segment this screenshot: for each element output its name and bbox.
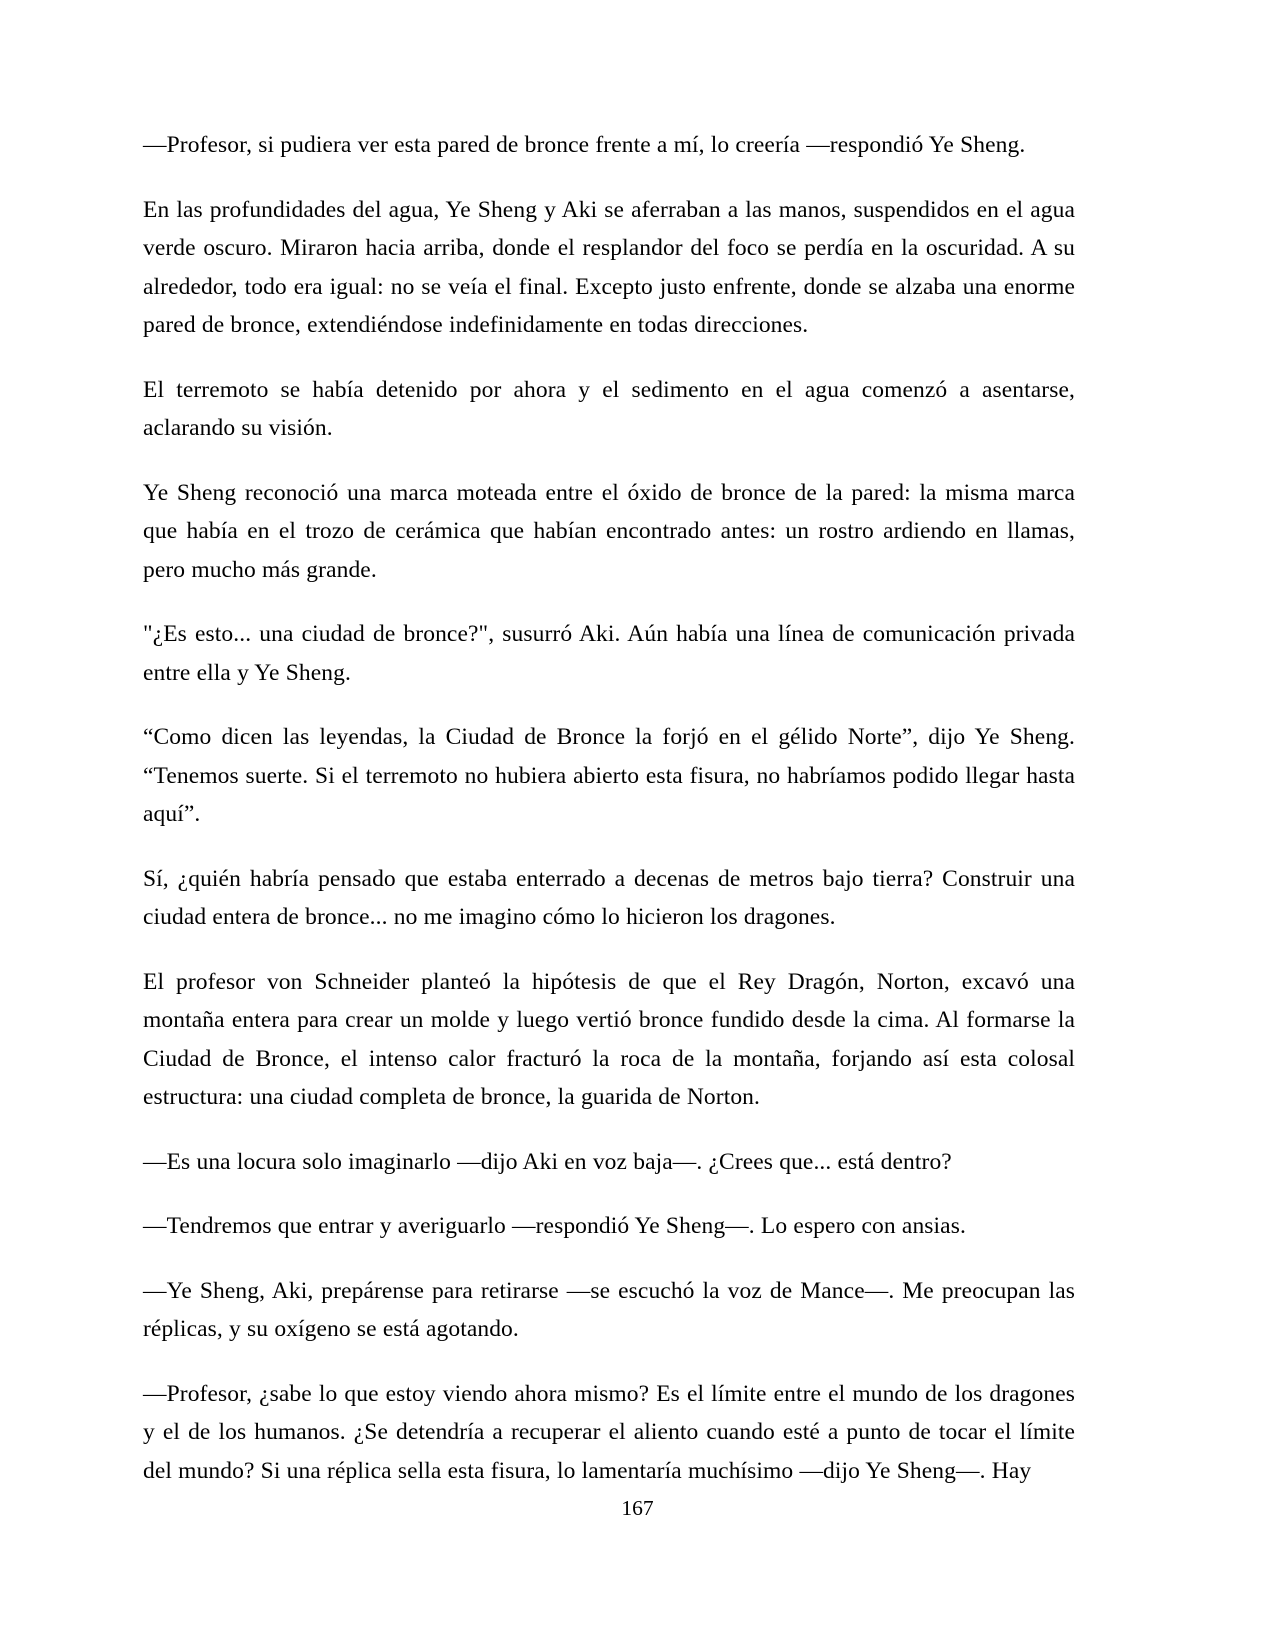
paragraph: El profesor von Schneider planteó la hipótesis de que el Rey Dragón, Norton, excavó una montaña entera para crear un molde y luego vertió bronce fundido desde la cima. Al formarse la Ciudad de Bronce, el intenso calor fracturó la roca de la montaña, forjando así esta colosal estructura: una ciudad completa de bronce, la guarida de Norton. (143, 968, 1075, 1110)
paragraph: —Profesor, si pudiera ver esta pared de bronce frente a mí, lo creería —respondió Ye Sheng. (143, 132, 1026, 158)
paragraph: El terremoto se había detenido por ahora y el sedimento en el agua comenzó a asentarse, aclarando su visión. (143, 376, 1075, 441)
paragraph: —Ye Sheng, Aki, prepárense para retirarse —se escuchó la voz de Mance—. Me preocupan las réplicas, y su oxígeno se está agotando. (143, 1277, 1075, 1342)
paragraph: En las profundidades del agua, Ye Sheng y Aki se aferraban a las manos, suspendidos en el agua verde oscuro. Miraron hacia arriba, donde el resplandor del foco se perdía en la oscuridad. A su alrededor, todo era igual: no se veía el final. Excepto justo enfrente, donde se alzaba una enorme pared de bronce, extendiéndose indefinidamente en todas direcciones. (143, 196, 1075, 338)
paragraph: “Como dicen las leyendas, la Ciudad de Bronce la forjó en el gélido Norte”, dijo Ye Sheng. “Tenemos suerte. Si el terremoto no hubiera abierto esta fisura, no habríamos podido llegar hasta aquí”. (143, 724, 1075, 827)
page-number: 167 (621, 1496, 654, 1520)
paragraph: Sí, ¿quién habría pensado que estaba enterrado a decenas de metros bajo tierra? Construir una ciudad entera de bronce... no me imagino cómo lo hicieron los dragones. (143, 865, 1075, 930)
paragraph: "¿Es esto... una ciudad de bronce?", susurró Aki. Aún había una línea de comunicación privada entre ella y Ye Sheng. (143, 621, 1075, 686)
paragraph: —Tendremos que entrar y averiguarlo —respondió Ye Sheng—. Lo espero con ansias. (143, 1213, 966, 1239)
paragraph: Ye Sheng reconoció una marca moteada entre el óxido de bronce de la pared: la misma marca que había en el trozo de cerámica que habían encontrado antes: un rostro ardiendo en llamas, pero mucho más grande. (143, 479, 1075, 583)
body-text-column (143, 126, 1075, 1516)
paragraph: —Profesor, ¿sabe lo que estoy viendo ahora mismo? Es el límite entre el mundo de los dragones y el de los humanos. ¿Se detendría a recuperar el aliento cuando esté a punto de tocar el límite del mundo? Si una réplica sella esta fisura, lo lamentaría muchísimo —dijo Ye Sheng—. Hay (143, 1380, 1075, 1484)
paragraph: —Es una locura solo imaginarlo —dijo Aki en voz baja—. ¿Crees que... está dentro? (143, 1148, 952, 1175)
